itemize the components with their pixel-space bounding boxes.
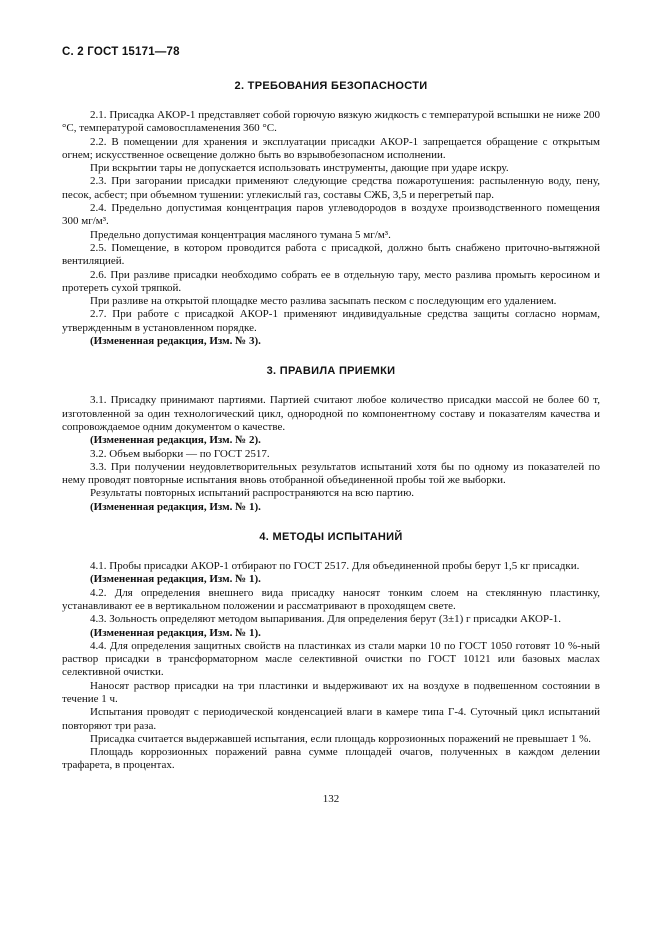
paragraph: 2.7. При работе с присадкой АКОР-1 применяют индивидуальные средства защиты согласно нормам, утвержденным в установленном порядке. bbox=[62, 308, 600, 334]
document-page bbox=[62, 46, 600, 805]
paragraph: 2.2. В помещении для хранения и эксплуатации присадки АКОР-1 запрещается обращение с открытым огнем; искусственное освещение должно быть во взрывобезопасном исполнении. bbox=[62, 135, 600, 161]
paragraph: Площадь коррозионных поражений равна сумме площадей очагов, полученных в каждом делении трафарета, в процентах. bbox=[62, 746, 600, 772]
section-title: 4. МЕТОДЫ ИСПЫТАНИЙ bbox=[259, 531, 403, 544]
section-acceptance-rules bbox=[62, 365, 600, 514]
amendment-note: (Измененная редакция, Изм. № 2). bbox=[90, 434, 261, 447]
amendment-note: (Измененная редакция, Изм. № 3). bbox=[90, 335, 261, 348]
paragraph: 4.4. Для определения защитных свойств на пластинках из стали марки 10 по ГОСТ 1050 готовят 10 %-ный раствор присадки в трансформаторном масле селективной очистки по ГОСТ 10121 или базовых маслах селективной очистки. bbox=[62, 639, 600, 679]
paragraph: При разливе на открытой площадке место разлива засыпать песком с последующим его удалением. bbox=[90, 295, 557, 308]
amendment-note: (Измененная редакция, Изм. № 1). bbox=[90, 626, 261, 639]
page-header: С. 2 ГОСТ 15171—78 bbox=[62, 46, 180, 58]
paragraph: Присадка считается выдержавшей испытания, если площадь коррозионных поражений не превышает 1 %. bbox=[90, 732, 592, 745]
paragraph: 3.3. При получении неудовлетворительных результатов испытаний хотя бы по одному из показателей по нему проводят повторные испытания вновь отобранной объединенной пробы той же выборки. bbox=[62, 460, 600, 487]
paragraph: Результаты повторных испытаний распространяются на всю партию. bbox=[90, 487, 415, 500]
paragraph: 3.2. Объем выборки — по ГОСТ 2517. bbox=[90, 447, 270, 460]
paragraph: 2.6. При разливе присадки необходимо собрать ее в отдельную тару, место разлива промыть керосином и протереть сухой тряпкой. bbox=[62, 268, 600, 294]
amendment-note: (Измененная редакция, Изм. № 1). bbox=[90, 573, 261, 586]
paragraph: Наносят раствор присадки на три пластинки и выдерживают их на воздухе в подвешенном состоянии в течение 1 ч. bbox=[62, 679, 600, 705]
section-safety-requirements bbox=[62, 80, 600, 348]
paragraph: Испытания проводят с периодической конденсацией влаги в камере типа Г-4. Суточный цикл испытаний повторяют три раза. bbox=[62, 706, 600, 732]
paragraph: 3.1. Присадку принимают партиями. Партией считают любое количество присадки массой не более 60 т, изготовленной за один технологический цикл, однородной по компонентному составу и показателям качества и сопровождаемое одним документом о качестве. bbox=[62, 394, 600, 433]
section-title: 3. ПРАВИЛА ПРИЕМКИ bbox=[266, 365, 396, 378]
page-number: 132 bbox=[322, 792, 340, 805]
paragraph: 4.1. Пробы присадки АКОР-1 отбирают по ГОСТ 2517. Для объединенной пробы берут 1,5 кг присадки. bbox=[90, 560, 580, 573]
section-test-methods bbox=[62, 531, 600, 773]
paragraph: 2.1. Присадка АКОР-1 представляет собой горючую вязкую жидкость с температурой вспышки не ниже 200 °С, температурой самовоспламенения 360 °С. bbox=[62, 109, 600, 135]
amendment-note: (Измененная редакция, Изм. № 1). bbox=[90, 500, 261, 513]
paragraph: 4.2. Для определения внешнего вида присадку наносят тонким слоем на стеклянную пластинку, устанавливают ее в вертикальном положении и рассматривают в проходящем свете. bbox=[62, 586, 600, 612]
paragraph: 4.3. Зольность определяют методом выпаривания. Для определения берут (3±1) г присадки АКОР-1. bbox=[90, 613, 562, 626]
section-title: 2. ТРЕБОВАНИЯ БЕЗОПАСНОСТИ bbox=[234, 80, 428, 92]
paragraph: При вскрытии тары не допускается использовать инструменты, дающие при ударе искру. bbox=[90, 162, 509, 175]
paragraph: 2.3. При загорании присадки применяют следующие средства пожаротушения: распыленную воду, пену, песок, асбест; при объемном тушении: углекислый газ, составы СЖБ, 3,5 и перегретый пар. bbox=[62, 175, 600, 201]
paragraph: Предельно допустимая концентрация масляного тумана 5 мг/м³. bbox=[90, 228, 391, 241]
paragraph: 2.5. Помещение, в котором проводится работа с присадкой, должно быть снабжено приточно-вытяжной вентиляцией. bbox=[62, 241, 600, 268]
paragraph: 2.4. Предельно допустимая концентрация паров углеводородов в воздухе производственного помещения 300 мг/м³. bbox=[62, 202, 600, 228]
